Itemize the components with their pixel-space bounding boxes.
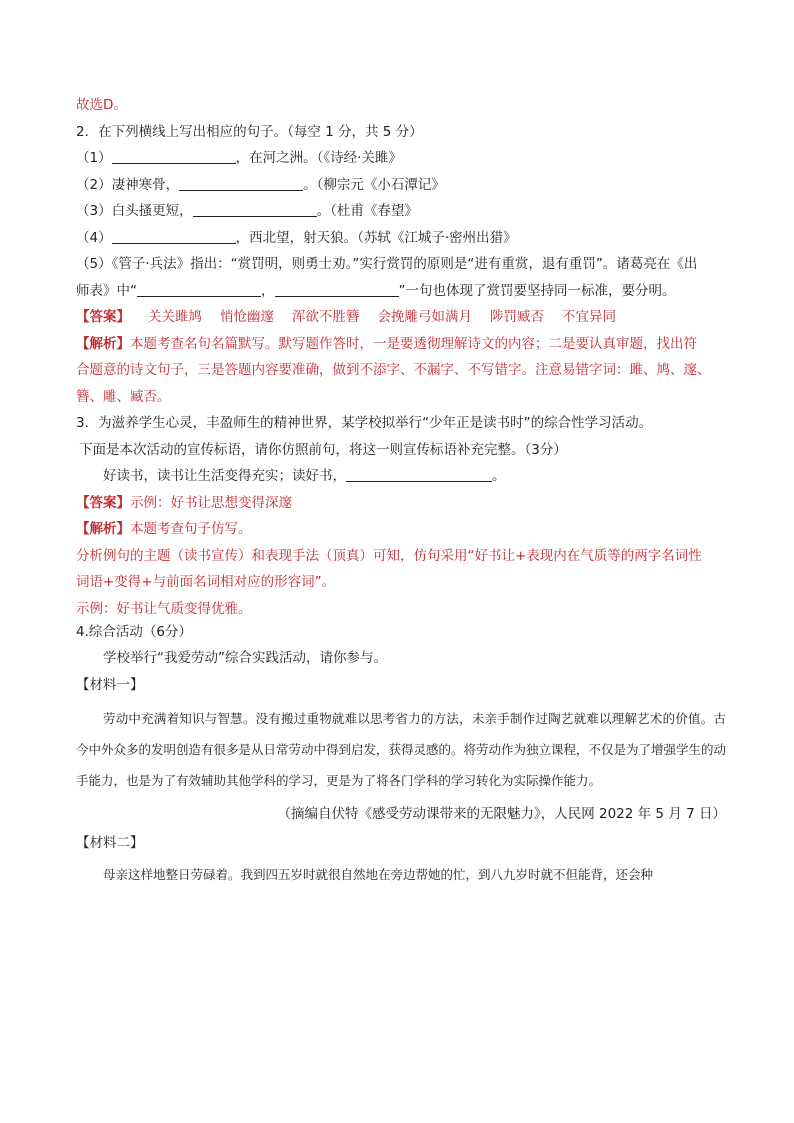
q3-analysis-detail-line-1: 分析例句的主题（读书宣传）和表现手法（顶真）可知，仿句采用“好书让+表现内在气质等的两字名词性: [76, 547, 702, 564]
question-2-stem: 2．在下列横线上写出相应的句子。（每空 1 分，共 5 分）: [76, 123, 423, 140]
q3-example: 示例：好书让气质变得优雅。: [76, 600, 252, 617]
answer-blank: [275, 281, 399, 297]
item-text-before: 凄神寒骨，: [111, 176, 180, 193]
answer-label: 【答案】: [76, 309, 130, 325]
q2-item-5-line-1: （5）《管子·兵法》指出：“赏罚明，则勇士劝。”实行赏罚的原则是“进有重赏，退有重罚”。诸葛亮在《出: [76, 256, 698, 272]
document-page: [76, 95, 726, 890]
answer-blank: [179, 175, 303, 191]
item-text: ”一句也体现了赏罚要坚持同一标准，要分明。: [398, 282, 676, 299]
answer-blank: [346, 466, 492, 482]
q2-analysis-line-1: [76, 334, 726, 354]
q3-analysis: [76, 519, 726, 539]
answer-item: 不宜异同: [562, 309, 616, 325]
q2-item-3: [76, 201, 726, 221]
item-text-after: 。（柳宗元《小石潭记》: [303, 176, 445, 193]
q3-subprompt: 下面是本次活动的宣传标语，请你仿照前句，将这一则宣传标语补充完整。（3分）: [79, 441, 567, 458]
answer-blank: [137, 281, 261, 297]
material-2-text: 母亲这样地整日劳碌着。我到四五岁时就很自然地在旁边帮她的忙，到八九岁时就不但能背，还会种: [103, 866, 654, 882]
item-text: 师表》中“: [76, 282, 137, 299]
question-4-stem: 4.综合活动（6分）: [76, 623, 192, 640]
q2-item-1: [76, 148, 726, 168]
analysis-text: 本题考查句子仿写。: [130, 521, 252, 537]
item-text-before: 白头搔更短，: [111, 203, 193, 219]
q2-item-5-line-2: [76, 281, 726, 301]
q3-analysis-detail-line-2: 词语+变得+与前面名词相对应的形容词”。: [76, 574, 336, 590]
q2-item-2: [76, 175, 726, 195]
answer-item: 浑欲不胜簪: [292, 309, 360, 325]
material-1-text: 劳动中充满着知识与智慧。没有搬过重物就难以思考省力的方法，未亲手制作过陶艺就难以理解艺术的价值。古今中外众多的发明创造有很多是从日常劳动中得到启发，获得灵感的。将劳动作为独立课程，不仅是为了增强学生的动手能力，也是为了有效辅助其他学科的学习，更是为了将各门学科的学习转化为实际操作能力。: [76, 710, 727, 788]
slogan-end: 。: [492, 468, 506, 484]
q2-item-4: [76, 228, 726, 248]
item-text-after: ，西北望，射天狼。（苏轼《江城子·密州出猎》: [235, 229, 517, 246]
answer-blank: [193, 201, 317, 217]
q2-answer: [76, 307, 726, 327]
answer-item: 关关雎鸠: [148, 309, 202, 325]
material-2-label: 【材料二】: [76, 834, 144, 851]
analysis-text: 本题考查名句名篇默写。默写题作答时，一是要透彻理解诗文的内容；二是要认真审题，找出符: [130, 335, 697, 352]
q4-intro: 学校举行“我爱劳动”综合实践活动，请你参与。: [103, 650, 387, 666]
q2-analysis-line-2: 合题意的诗文句子，三是答题内容要准确，做到不添字、不漏字、不写错字。注意易错字词：雎、鸠、邃、: [76, 362, 711, 378]
item-prefix: （4）: [76, 229, 112, 246]
answer-blank: [112, 228, 236, 244]
question-3-stem: 3．为滋养学生心灵，丰盈师生的精神世界，某学校拟举行“少年正是读书时”的综合性学习活动。: [76, 415, 653, 431]
item-text-after: 。（杜甫《春望》: [316, 203, 418, 219]
item-prefix: （2）: [76, 176, 112, 193]
q3-answer: [76, 493, 726, 513]
item-prefix: （3）: [76, 203, 112, 219]
analysis-label: 【解析】: [76, 335, 130, 352]
q2-analysis-line-3: 簪、雕、臧否。: [76, 388, 171, 405]
item-text: ，: [261, 282, 275, 299]
answer-label: 【答案】: [76, 494, 130, 511]
item-text-after: ，在河之洲。（《诗经·关雎》: [235, 150, 402, 166]
answer-text: 示例：好书让思想变得深邃: [130, 494, 292, 511]
item-prefix: （1）: [76, 150, 112, 166]
slogan-text: 好读书，读书让生活变得充实；读好书，: [103, 468, 346, 484]
answer-item: 陟罚臧否: [490, 309, 544, 325]
answer-blank: [112, 148, 236, 164]
answer-item: 悄怆幽邃: [220, 309, 274, 325]
material-1-source: （摘编自伏特《感受劳动课带来的无限魅力》，人民网 2022 年 5 月 7 日）: [277, 805, 726, 822]
answer-item: 会挽雕弓如满月: [377, 309, 472, 325]
previous-answer-tail: 故选D。: [76, 97, 127, 113]
analysis-label: 【解析】: [76, 521, 130, 537]
material-1-label: 【材料一】: [76, 676, 144, 693]
q3-slogan: [76, 466, 726, 486]
